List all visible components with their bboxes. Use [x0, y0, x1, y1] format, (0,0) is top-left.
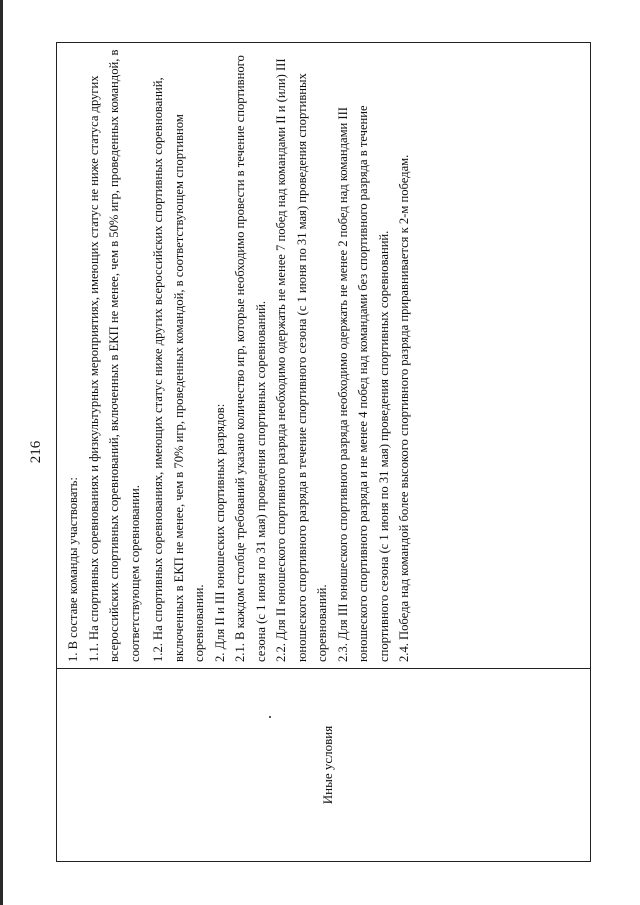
list-item: 2.2. Для II юношеского спортивного разряда необходимо одержать не менее 7 побед над командами II и (или) III юношеского спортивного разряда в течение спортивного сезона (с 1 июня по 31 мая) проведения спортивных соревнований.	[274, 58, 329, 662]
list-item: 2.3. Для III юношеского спортивного разряда необходимо одержать не менее 2 побед над командами III юношеского спортивного разряда и не менее 4 побед над командами без спортивного разряда в течение спортивного сезона (с 1 июня по 31 мая) проведения спортивных соревнований.	[335, 105, 391, 662]
list-item: 2. Для II и III юношеских спортивных разрядов:	[212, 403, 227, 662]
list-item: 2.4. Победа над командой более высокого спортивного разряда приравнивается к 2-м победам.	[397, 154, 411, 662]
list-item: 1.2. На спортивных соревнованиях, имеющих статус ниже других всероссийских спортивных соревнований, включенных в ЕКП не менее, чем в 70% игр, проведенных командой, в соответствующем спортивном соревновании.	[151, 77, 206, 662]
list-item: 1.1. На спортивных соревнованиях и физкультурных мероприятиях, имеющих статус не ниже статуса других всероссийских спортивных соревнований, включенных в ЕКП не менее, чем в 50% игр, проведенных командой, в соответствующем соревновании.	[86, 49, 142, 662]
page-edge	[0, 0, 3, 905]
stray-dot	[269, 716, 271, 718]
page-number: 216	[28, 440, 44, 464]
row-label: Иные условия	[320, 725, 335, 805]
list-item: 2.1. В каждом столбце требований указано количество игр, которые необходимо провести в течение спортивного сезона (с 1 июня по 31 мая) проведения спортивных соревнований.	[233, 55, 268, 662]
rotated-page	[28, 42, 600, 862]
list-item: 1. В составе команды участвовать:	[66, 477, 80, 662]
table-row	[57, 43, 591, 862]
label-cell	[57, 669, 591, 862]
conditions-table	[56, 42, 591, 862]
content-cell	[57, 43, 591, 669]
